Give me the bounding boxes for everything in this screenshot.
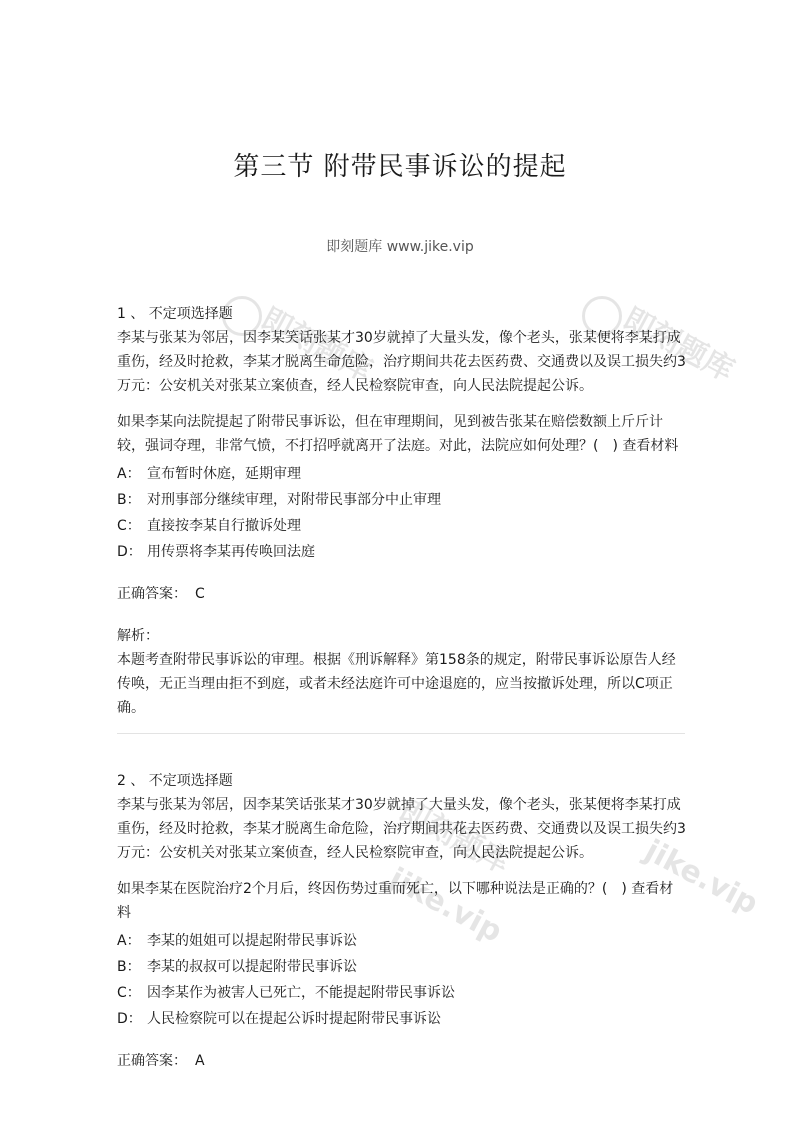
- question-1: [117, 302, 687, 720]
- option-text: 直接按李某自行撤诉处理: [147, 518, 301, 534]
- answer-label: 正确答案：: [117, 1053, 187, 1069]
- option-key: D：: [117, 544, 142, 560]
- option-c: [117, 981, 687, 1005]
- option-key: A：: [117, 466, 141, 482]
- site-subtitle: 即刻题库 www.jike.vip: [326, 239, 474, 255]
- answer-value: A: [195, 1053, 205, 1069]
- option-key: B：: [117, 492, 141, 508]
- option-text: 用传票将李某再传唤回法庭: [147, 544, 315, 560]
- option-c: [117, 514, 687, 538]
- question-number: 2 、 不定项选择题: [117, 773, 233, 789]
- question-stem: 如果李某向法院提起了附带民事诉讼，但在审理期间，见到被告张某在赔偿数额上斤斤计较，强词夺理，非常气愤，不打招呼就离开了法庭。对此，法院应如何处理？( ) 查看材料: [117, 414, 679, 454]
- option-a: [117, 929, 687, 953]
- option-text: 对刑事部分继续审理，对附带民事部分中止审理: [147, 492, 441, 508]
- watermark-url: jike.vip: [382, 861, 508, 950]
- watermark-text: 即刻题库: [255, 301, 378, 389]
- option-text: 李某的叔叔可以提起附带民事诉讼: [147, 959, 357, 975]
- watermark-text: 即刻题库: [393, 793, 516, 881]
- option-key: D：: [117, 1011, 142, 1027]
- question-number: 1 、 不定项选择题: [117, 306, 233, 322]
- option-key: C：: [117, 985, 141, 1001]
- question-stem: 如果李某在医院治疗2个月后，终因伤势过重而死亡，以下哪种说法是正确的？( ) 查看材料: [117, 881, 674, 921]
- watermark-text: 即刻题库: [617, 301, 740, 389]
- option-text: 因李某作为被害人已死亡，不能提起附带民事诉讼: [147, 985, 455, 1001]
- analysis-text: 本题考查附带民事诉讼的审理。根据《刑诉解释》第158条的规定，附带民事诉讼原告人经传唤，无正当理由拒不到庭，或者未经法庭许可中途退庭的，应当按撤诉处理，所以C项正确。: [117, 652, 676, 716]
- option-b: [117, 955, 687, 979]
- watermark-url: jike.vip: [638, 833, 764, 922]
- page-title: 第三节 附带民事诉讼的提起: [233, 152, 567, 182]
- option-b: [117, 488, 687, 512]
- analysis-label: 解析：: [117, 628, 159, 644]
- answer-label: 正确答案：: [117, 586, 187, 602]
- question-divider: [117, 733, 685, 734]
- option-text: 李某的姐姐可以提起附带民事诉讼: [147, 933, 357, 949]
- question-stem-material: 李某与张某为邻居，因李某笑话张某才30岁就掉了大量头发，像个老头，张某便将李某打成重伤，经及时抢救，李某才脱离生命危险，治疗期间共花去医药费、交通费以及误工损失约3万元：公安机关对张某立案侦查，经人民检察院审查，向人民法院提起公诉。: [117, 330, 686, 394]
- correct-answer: [117, 1049, 687, 1073]
- question-2: [117, 769, 687, 1073]
- question-stem-material: 李某与张某为邻居，因李某笑话张某才30岁就掉了大量头发，像个老头，张某便将李某打成重伤，经及时抢救，李某才脱离生命危险，治疗期间共花去医药费、交通费以及误工损失约3万元：公安机关对张某立案侦查，经人民检察院审查，向人民法院提起公诉。: [117, 797, 686, 861]
- option-d: [117, 1007, 687, 1031]
- option-text: 人民检察院可以在提起公诉时提起附带民事诉讼: [147, 1011, 441, 1027]
- correct-answer: [117, 582, 687, 606]
- option-key: C：: [117, 518, 141, 534]
- option-key: A：: [117, 933, 141, 949]
- option-text: 宣布暂时休庭，延期审理: [147, 466, 301, 482]
- answer-value: C: [195, 586, 205, 602]
- option-key: B：: [117, 959, 141, 975]
- option-d: [117, 540, 687, 564]
- option-a: [117, 462, 687, 486]
